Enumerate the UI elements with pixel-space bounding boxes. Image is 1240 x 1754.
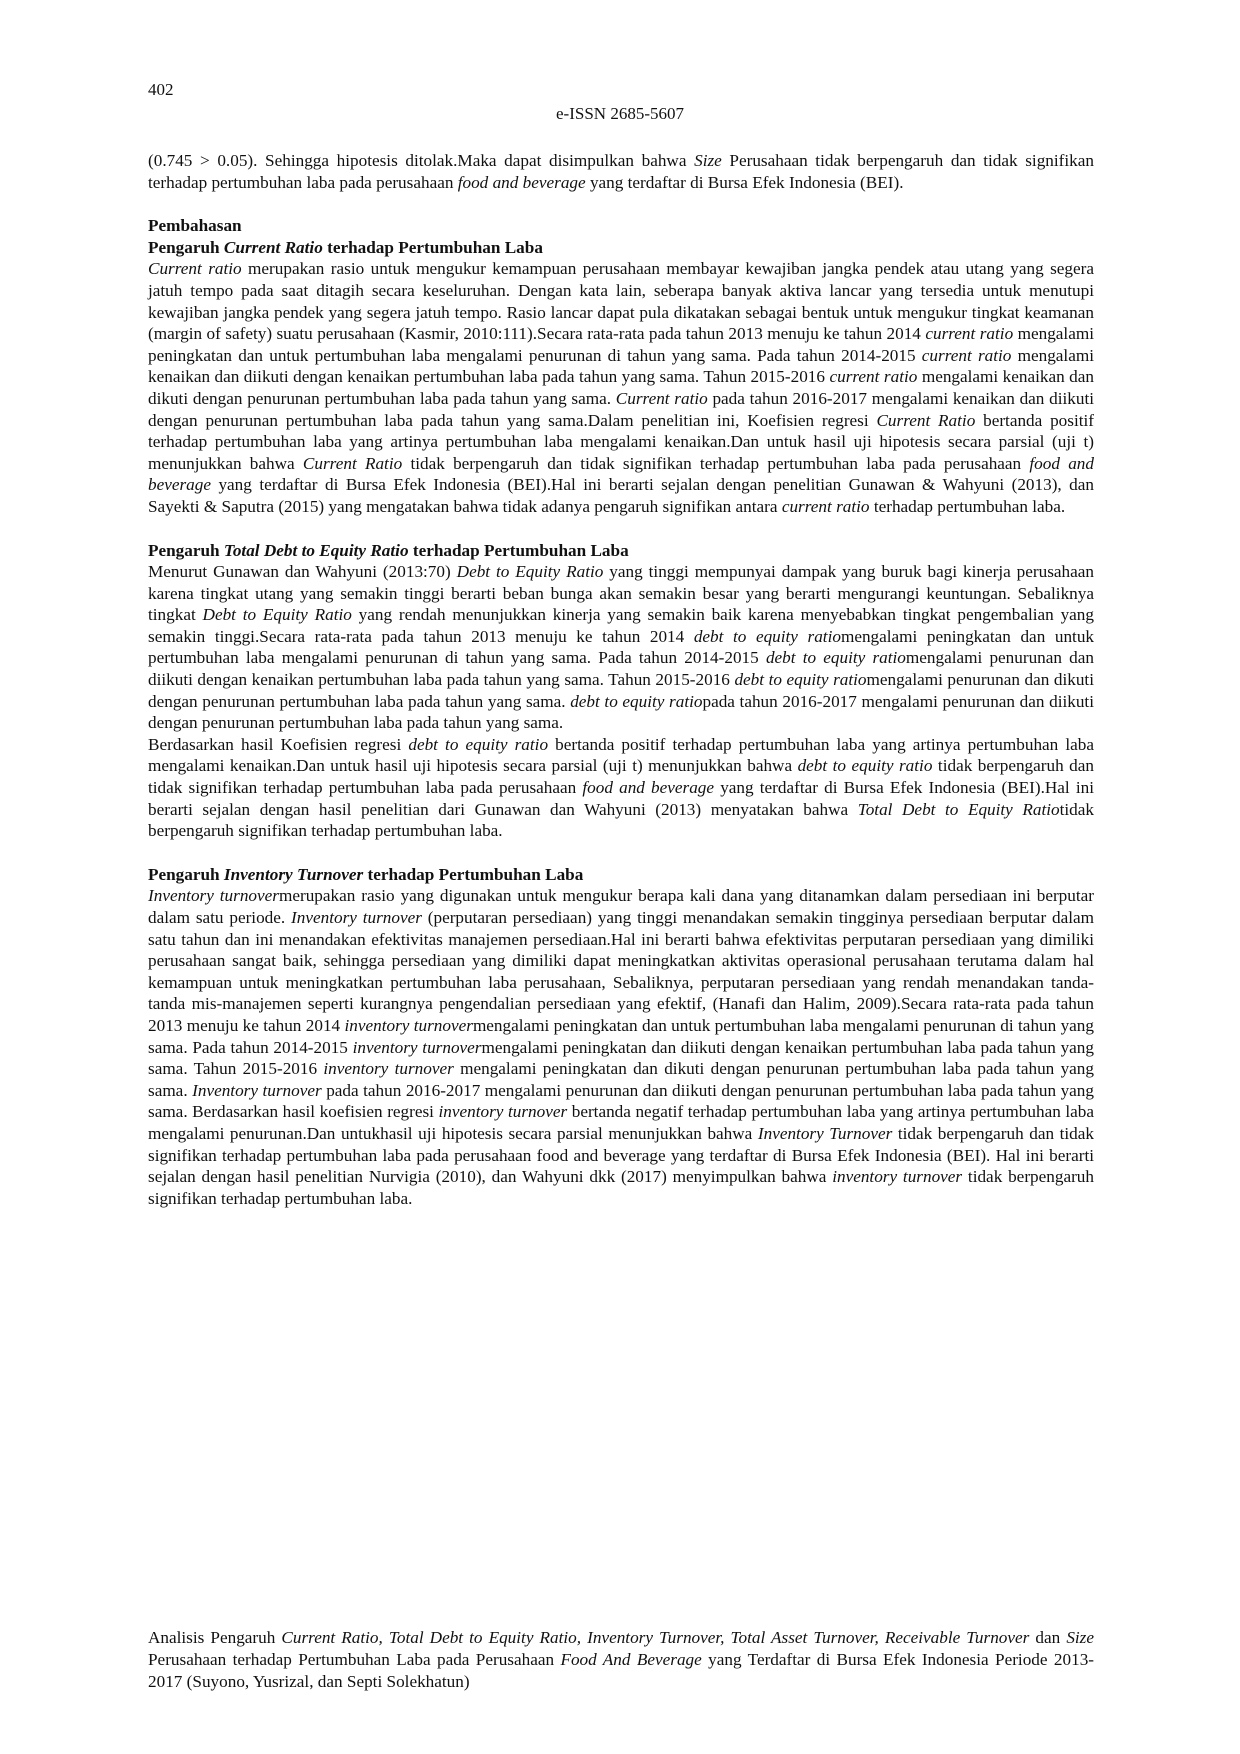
paragraph-inventory-turnover bbox=[148, 885, 1094, 1209]
subsection-heading-current-ratio bbox=[148, 237, 1094, 259]
italic-run: food and beverage bbox=[457, 172, 586, 192]
text-run: terhadap pertumbuhan laba. bbox=[869, 496, 1066, 516]
text-run: yang tinggi mempunyai dampak yang buruk bagi kinerja perusahaan karena tingkat utang yang semakin tinggi berarti beban bunga akan semakin besar yang berarti mengurangi keuntungan. Sebaliknya tingkat bbox=[148, 562, 1094, 625]
italic-run: debt to equity ratio bbox=[797, 756, 933, 776]
text-run: tidak berpengaruh dan tidak signifikan terhadap pertumbuhan laba pada perusahaan bbox=[148, 756, 1094, 798]
italic-run: debt to equity ratio bbox=[734, 670, 867, 690]
text-run: mengalami peningkatan dan untuk pertumbuhan laba mengalami penurunan di tahun yang sama. Pada tahun 2014-2015 bbox=[148, 324, 1094, 365]
text-run: Analisis Pengaruh bbox=[148, 1628, 282, 1648]
text-run: pada tahun 2016-2017 mengalami penurunan dan diikuti dengan penurunan pertumbuhan laba pada tahun yang sama. bbox=[148, 691, 1094, 733]
text-run: tidak berpengaruh dan tidak signifikan terhadap pertumbuhan laba pada perusahaan bbox=[402, 453, 1030, 473]
intro-paragraph bbox=[148, 150, 1094, 193]
text-run: terhadap Pertumbuhan Laba bbox=[363, 864, 584, 884]
italic-run: Current Ratio bbox=[876, 410, 976, 430]
text-run: bertanda positif terhadap pertumbuhan laba yang artinya pertumbuhan laba mengalami kenaikan.Dan untuk hasil uji hipotesis secara parsial (uji t) menunjukkan bahwa bbox=[148, 410, 1095, 473]
italic-run: debt to equity ratio bbox=[408, 734, 549, 754]
text-run: mengalami kenaikan dan dikuti dengan penurunan pertumbuhan laba pada tahun yang sama. bbox=[148, 367, 1094, 408]
text-run: Pengaruh bbox=[148, 237, 224, 257]
paragraph-der-1 bbox=[148, 561, 1094, 734]
italic-run: Inventory turnover bbox=[148, 886, 279, 906]
text-run: yang terdaftar di Bursa Efek Indonesia (BEI).Hal ini berarti sejalan dengan penelitian Gunawan & Wahyuni (2013), dan Sayekti & Saputra (2015) yang mengatakan bahwa tidak adanya pengaruh signifikan antara bbox=[148, 475, 1094, 516]
text-run: mengalami penurunan dan dikuti dengan penurunan pertumbuhan laba pada tahun yang sama. bbox=[148, 670, 1094, 711]
text-run: merupakan rasio untuk mengukur kemampuan perusahaan membayar kewajiban jangka pendek atau utang yang segera jatuh tempo pada saat ditagih secara keseluruhan. Dengan kata lain, seberapa banyak aktiva lancar yang tersedia untuk menutupi kewajiban jangka pendek yang segera jatuh tempo. Rasio lancar dapat pula dikatakan sebagai bentuk untuk mengukur tingkat keamanan (margin of safety) suatu perusahaan (Kasmir, 2010:111).Secara rata-rata pada tahun 2013 menuju ke tahun 2014 bbox=[148, 259, 1094, 344]
italic-run: Inventory Turnover bbox=[223, 864, 364, 884]
text-run: bertanda positif terhadap pertumbuhan laba yang artinya pertumbuhan laba mengalami kenaikan.Dan untuk hasil uji hipotesis secara parsial (uji t) menunjukkan bahwa bbox=[148, 734, 1094, 776]
text-run: Perusahaan terhadap Pertumbuhan Laba pada Perusahaan bbox=[148, 1650, 561, 1670]
italic-run: current ratio bbox=[829, 367, 918, 387]
italic-run: Debt to Equity Ratio bbox=[202, 605, 352, 625]
italic-run: inventory turnover bbox=[438, 1102, 568, 1122]
italic-run: Current ratio bbox=[148, 259, 242, 279]
text-run: (perputaran persediaan) yang tinggi menandakan semakin tingginya persediaan berputar dalam satu tahun dan ini menandakan efektivitas manajemen persediaan.Hal ini berarti bahwa efektivitas perputaran persediaan yang dimiliki perusahaan sangat baik, sehingga persediaan yang dimiliki dapat meningkatkan aktivitas operasional perusahaan terutama dalam hal kemampuan untuk meningkatkan pertumbuhan laba perusahaan, Sebaliknya, perputaran persediaan yang rendah menandakan tanda-tanda mis-manajemen seperti kurangnya pengendalian persediaan yang efektif, (Hanafi dan Halim, 2009).Secara rata-rata pada tahun 2013 menuju ke tahun 2014 bbox=[148, 908, 1094, 1035]
italic-run: food and beverage bbox=[582, 778, 715, 798]
text-run: Berdasarkan hasil Koefisien regresi bbox=[148, 734, 409, 754]
subsection-heading-inventory-turnover bbox=[148, 864, 1094, 886]
issn-header: e-ISSN 2685-5607 bbox=[556, 104, 684, 123]
italic-run: Current Ratio bbox=[302, 453, 403, 473]
text-run: Perusahaan tidak berpengaruh dan tidak signifikan terhadap pertumbuhan laba pada perusahaan bbox=[148, 151, 1094, 192]
italic-run: Size bbox=[1066, 1628, 1094, 1648]
text-run: yang terdaftar di Bursa Efek Indonesia (BEI).Hal ini berarti sejalan dengan hasil penelitian dari Gunawan dan Wahyuni (2013) menyatakan bahwa bbox=[148, 778, 1095, 819]
italic-run: current ratio bbox=[921, 345, 1012, 365]
text-run: (0.745 > 0.05). Sehingga hipotesis ditolak.Maka dapat disimpulkan bahwa bbox=[148, 151, 695, 170]
text-run: mengalami kenaikan dan diikuti dengan kenaikan pertumbuhan laba pada tahun yang sama. Tahun 2015-2016 bbox=[148, 345, 1094, 387]
italic-run: inventory turnover bbox=[323, 1059, 454, 1079]
page-number: 402 bbox=[148, 80, 174, 99]
italic-run: Inventory turnover bbox=[291, 908, 422, 927]
text-run: tidak berpengaruh signifikan terhadap pertumbuhan laba. bbox=[148, 1167, 1094, 1208]
text-run: Menurut Gunawan dan Wahyuni (2013:70) bbox=[148, 562, 457, 582]
text-run: mengalami penurunan dan diikuti dengan kenaikan pertumbuhan laba pada tahun yang sama. Tahun 2015-2016 bbox=[148, 648, 1094, 690]
text-run: Pengaruh bbox=[148, 864, 224, 884]
text-run: terhadap Pertumbuhan Laba bbox=[322, 237, 543, 257]
paragraph-der-2 bbox=[148, 734, 1094, 842]
text-run: pada tahun 2016-2017 mengalami kenaikan dan diikuti dengan penurunan pertumbuhan laba pada tahun yang sama.Dalam penelitian ini, Koefisien regresi bbox=[148, 388, 1095, 430]
section-title: Pembahasan bbox=[148, 216, 242, 236]
article-body bbox=[148, 150, 1094, 1209]
italic-run: inventory turnover bbox=[352, 1037, 482, 1057]
text-run: dan bbox=[1029, 1628, 1067, 1648]
paragraph-current-ratio bbox=[148, 258, 1094, 517]
italic-run: debt to equity ratio bbox=[693, 626, 841, 646]
italic-run: Current ratio bbox=[615, 388, 708, 408]
text-run: mengalami peningkatan dan untuk pertumbuhan laba mengalami penurunan di tahun yang sama. Pada tahun 2014-2015 bbox=[148, 626, 1095, 668]
italic-run: Food And Beverage bbox=[560, 1650, 702, 1670]
text-run: mengalami peningkatan dan dikuti dengan penurunan pertumbuhan laba pada tahun yang sama. bbox=[148, 1059, 1094, 1100]
italic-run: inventory turnover bbox=[832, 1167, 963, 1187]
italic-run: food and beverage bbox=[148, 453, 1094, 495]
text-run: mengalami peningkatan dan untuk pertumbuhan laba mengalami penurunan di tahun yang sama. Pada tahun 2014-2015 bbox=[148, 1015, 1094, 1057]
italic-run: debt to equity ratio bbox=[765, 648, 906, 668]
italic-run: Inventory turnover bbox=[192, 1080, 322, 1100]
italic-run: debt to equity ratio bbox=[570, 691, 703, 711]
italic-run: Size bbox=[694, 151, 722, 170]
text-run: yang rendah menunjukkan kinerja yang semakin baik karena menyebabkan tingkat pengembalian yang semakin tinggi.Secara rata-rata pada tahun 2013 menuju ke tahun 2014 bbox=[148, 605, 1094, 646]
text-run: terhadap Pertumbuhan Laba bbox=[408, 540, 629, 560]
running-footer bbox=[148, 1627, 1094, 1693]
text-run: pada tahun 2016-2017 mengalami penurunan dan diikuti dengan penurunan pertumbuhan laba pada tahun yang sama. Berdasarkan hasil koefisien regresi bbox=[148, 1080, 1094, 1122]
text-run: bertanda negatif terhadap pertumbuhan laba yang artinya pertumbuhan laba mengalami penurunan.Dan untukhasil uji hipotesis secara parsial menunjukkan bahwa bbox=[148, 1102, 1094, 1143]
subsection-heading-der bbox=[148, 540, 1094, 562]
text-run: mengalami peningkatan dan diikuti dengan kenaikan pertumbuhan laba pada tahun yang sama. Tahun 2015-2016 bbox=[148, 1037, 1094, 1079]
text-run: merupakan rasio yang digunakan untuk mengukur berapa kali dana yang ditanamkan dalam persediaan ini berputar dalam satu periode. bbox=[148, 886, 1094, 927]
italic-run: Total Debt to Equity Ratio bbox=[857, 799, 1060, 819]
text-run: tidak berpengaruh signifikan terhadap pertumbuhan laba. bbox=[148, 799, 1094, 841]
italic-run: Debt to Equity Ratio bbox=[456, 562, 604, 582]
italic-run: Current Ratio, Total Debt to Equity Ratio, Inventory Turnover, Total Asset Turnover, Receivable Turnover bbox=[281, 1628, 1030, 1648]
text-run: yang terdaftar di Bursa Efek Indonesia (BEI). bbox=[585, 172, 904, 192]
italic-run: Current Ratio bbox=[223, 237, 323, 257]
italic-run: Inventory Turnover bbox=[757, 1123, 893, 1143]
text-run: tidak berpengaruh dan tidak signifikan terhadap pertumbuhan laba pada perusahaan food and beverage yang terdaftar di Bursa Efek Indonesia (BEI). Hal ini berarti sejalan dengan hasil penelitian Nurvigia (2010), dan Wahyuni dkk (2017) menyimpulkan bahwa bbox=[148, 1123, 1094, 1187]
italic-run: inventory turnover bbox=[344, 1015, 473, 1035]
text-run: Pengaruh bbox=[148, 540, 224, 560]
italic-run: Total Debt to Equity Ratio bbox=[223, 540, 409, 560]
text-run: yang Terdaftar di Bursa Efek Indonesia Periode 2013-2017 (Suyono, Yusrizal, dan Septi Solekhatun) bbox=[148, 1650, 1095, 1692]
italic-run: current ratio bbox=[781, 496, 870, 516]
italic-run: current ratio bbox=[925, 324, 1014, 344]
